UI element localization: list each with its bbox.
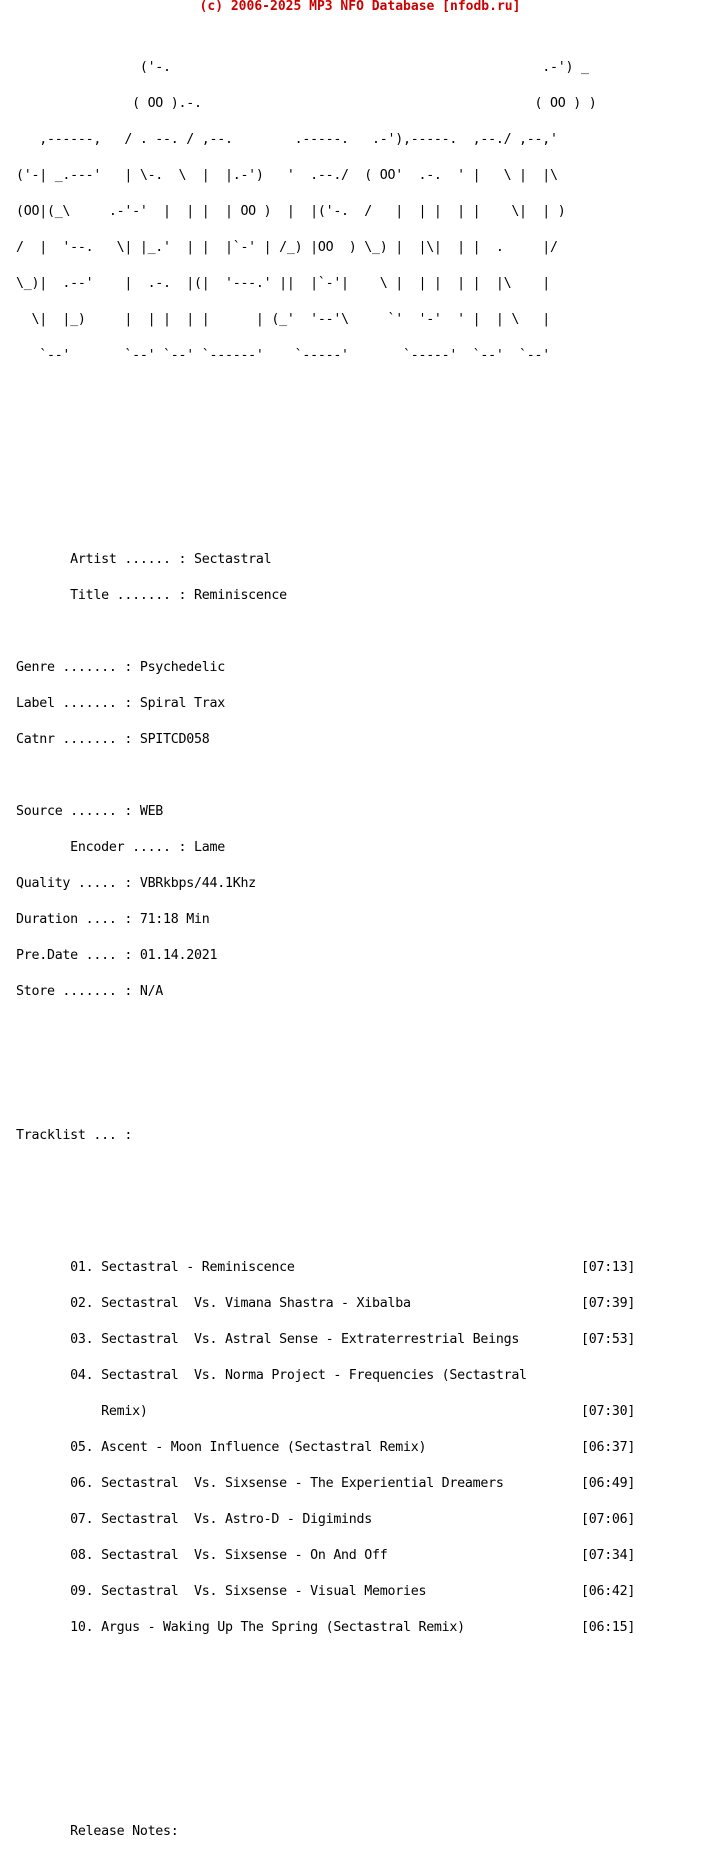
tracklist — [16, 1238, 635, 1658]
label-line: Label ....... : Spiral Trax — [16, 696, 225, 711]
nfo-document — [16, 14, 635, 1850]
track-line: 07. Sectastral Vs. Astro-D - Digiminds [07:06] — [16, 1512, 636, 1527]
ascii-art-line: `--' `--' `--' `------' `-----' `-----' `--' `--' — [16, 348, 551, 363]
ascii-art-line: ( OO ).-. ( OO ) ) — [16, 96, 597, 111]
ascii-art-line: (OO|(_\ .-'-' | | | | OO ) | |('-. / | | | | | \| | ) — [16, 204, 566, 219]
tracklist-heading: Tracklist ... : — [16, 1128, 133, 1143]
track-line: 05. Ascent - Moon Influence (Sectastral Remix) [06:37] — [16, 1440, 636, 1455]
track-line: 01. Sectastral - Reminiscence [07:13] — [16, 1260, 636, 1275]
store-line: Store ....... : N/A — [16, 984, 164, 999]
track-line: Remix) [07:30] — [16, 1404, 636, 1419]
source-line: Source ...... : WEB — [16, 804, 164, 819]
genre-line: Genre ....... : Psychedelic — [16, 660, 225, 675]
predate-line: Pre.Date .... : 01.14.2021 — [16, 948, 218, 963]
track-line: 06. Sectastral Vs. Sixsense - The Experiential Dreamers [06:49] — [16, 1476, 636, 1491]
encoder-line: Encoder ..... : Lame — [16, 840, 225, 855]
ascii-art-line: \| |_) | | | | | | (_' '--'\ `' '-' ' | | \ | — [16, 312, 551, 327]
ascii-art-line: ('-. .-') _ — [16, 60, 589, 75]
copyright-header: (c) 2006-2025 MP3 NFO Database [nfodb.ru] — [199, 0, 521, 14]
ascii-art-line: \_)| .--' | .-. |(| '---.' || |`-'| \ | | | | | |\ | — [16, 276, 551, 291]
title-line: Title ....... : Reminiscence — [16, 588, 287, 603]
track-line: 03. Sectastral Vs. Astral Sense - Extraterrestrial Beings [07:53] — [16, 1332, 636, 1347]
track-line: 10. Argus - Waking Up The Spring (Sectastral Remix) [06:15] — [16, 1620, 636, 1635]
ascii-art-line: / | '--. \| |_.' | | |`-' | /_) |OO ) \_) | |\| | | . |/ — [16, 240, 558, 255]
ascii-art-line: ,------, / . --. / ,--. .-----. .-'),-----. ,--./ ,--,' — [16, 132, 558, 147]
track-line: 04. Sectastral Vs. Norma Project - Frequencies (Sectastral — [16, 1368, 527, 1383]
catnr-line: Catnr ....... : SPITCD058 — [16, 732, 210, 747]
quality-line: Quality ..... : VBRkbps/44.1Khz — [16, 876, 256, 891]
release-notes-heading: Release Notes: — [16, 1824, 179, 1839]
track-line: 09. Sectastral Vs. Sixsense - Visual Memories [06:42] — [16, 1584, 636, 1599]
ascii-logo — [16, 38, 635, 386]
artist-line: Artist ...... : Sectastral — [16, 552, 272, 567]
track-line: 02. Sectastral Vs. Vimana Shastra - Xibalba [07:39] — [16, 1296, 636, 1311]
duration-line: Duration .... : 71:18 Min — [16, 912, 210, 927]
track-line: 08. Sectastral Vs. Sixsense - On And Off [07:34] — [16, 1548, 636, 1563]
ascii-art-line: ('-| _.---' | \-. \ | |.-') ' .--./ ( OO' .-. ' | \ | |\ — [16, 168, 558, 183]
